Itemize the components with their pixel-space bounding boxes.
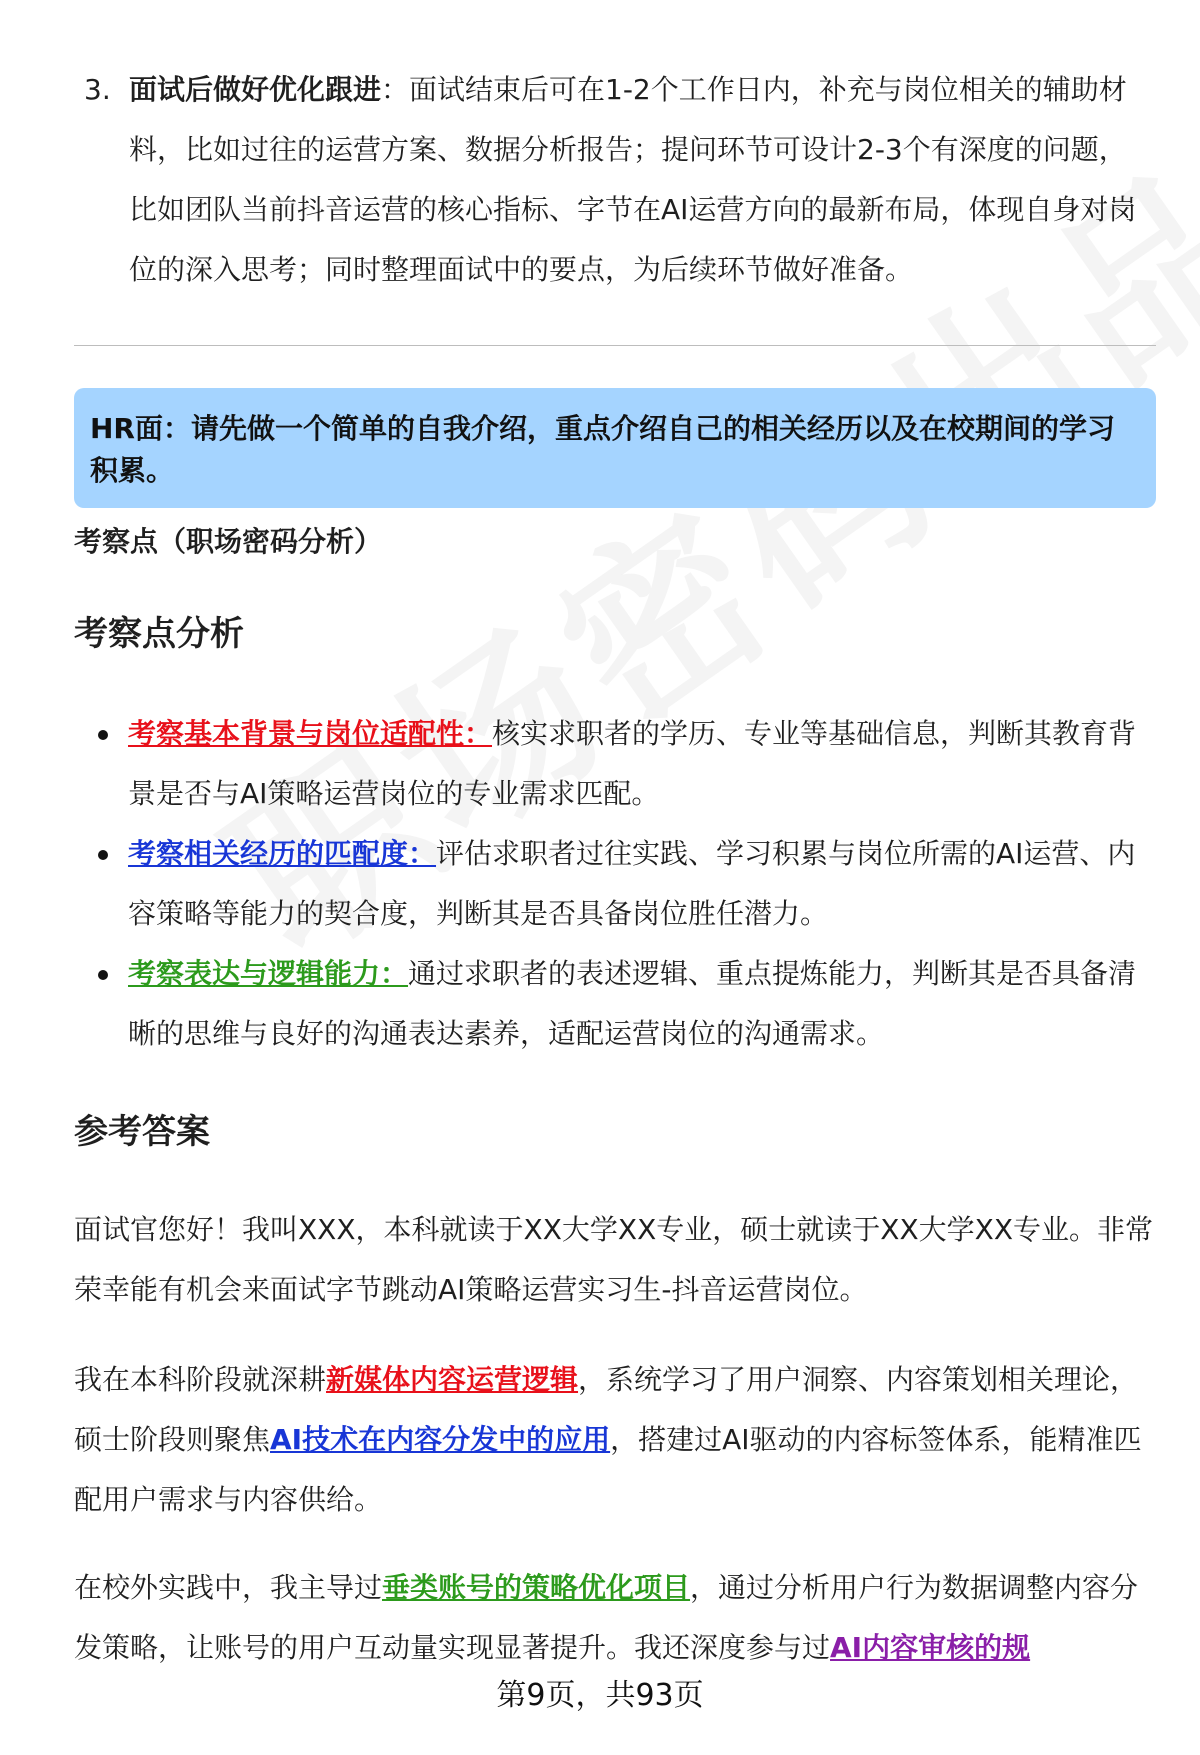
list-number: 3. (84, 73, 111, 106)
list-item-text: 通过求职者的表述逻辑、重点提炼能力，判断其是否具备清晰的思维与良好的沟通表达素养，适配运营岗位的沟通需求。 (128, 957, 1137, 1050)
highlight-text: 新媒体内容运营逻辑 (326, 1363, 579, 1396)
list-item-3 (84, 60, 1154, 300)
analysis-list (74, 704, 1154, 1064)
bullet-icon (98, 970, 108, 980)
highlight-text: 垂类账号的策略优化项目 (382, 1571, 691, 1604)
text-run: ，系统学习了用户洞察、内容策划相关理论，硕士阶段则聚焦 (74, 1363, 1139, 1456)
page-number: 第9页，共93页 (496, 1678, 704, 1713)
list-item (74, 944, 1154, 1064)
list-item-title: 面试后做好优化跟进 (129, 73, 382, 106)
text-run: 我在本科阶段就深耕 (74, 1363, 327, 1396)
section-label: 考察点（职场密码分析） (74, 525, 383, 558)
highlight-text: AI技术在内容分发中的应用 (270, 1423, 611, 1456)
answer-paragraph: 面试官您好！我叫XXX，本科就读于XX大学XX专业，硕士就读于XX大学XX专业。非常荣幸能有机会来面试字节跳动AI策略运营实习生-抖音运营岗位。 (74, 1213, 1154, 1306)
text-run: 在校外实践中，我主导过 (74, 1571, 383, 1604)
list-item (74, 704, 1154, 824)
answer-paragraph (74, 1350, 1156, 1530)
bullet-icon (98, 850, 108, 860)
answer-paragraph (74, 1558, 1156, 1678)
text-run: ，搭建过AI驱动的内容标签体系，能精准匹配用户需求与内容供给。 (74, 1423, 1142, 1516)
question-callout (74, 388, 1156, 508)
bullet-icon (98, 730, 108, 740)
horizontal-divider (74, 345, 1156, 346)
analysis-heading: 考察点分析 (74, 614, 244, 654)
highlight-text: AI内容审核的规 (830, 1631, 1031, 1664)
highlight-label: 考察基本背景与岗位适配性： (128, 717, 493, 750)
question-text: HR面：请先做一个简单的自我介绍，重点介绍自己的相关经历以及在校期间的学习积累。 (90, 412, 1115, 487)
list-item-text: 核实求职者的学历、专业等基础信息，判断其教育背景是否与AI策略运营岗位的专业需求匹配。 (128, 717, 1137, 810)
list-item-text: ：面试结束后可在1-2个工作日内，补充与岗位相关的辅助材料，比如过往的运营方案、数据分析报告；提问环节可设计2-3个有深度的问题，比如团队当前抖音运营的核心指标、字节在AI运营方向的最新布局，体现自身对岗位的深入思考；同时整理面试中的要点，为后续环节做好准备。 (129, 73, 1137, 286)
highlight-label: 考察相关经历的匹配度： (128, 837, 437, 870)
list-item-body (129, 60, 1154, 300)
list-item-text: 评估求职者过往实践、学习积累与岗位所需的AI运营、内容策略等能力的契合度，判断其是否具备岗位胜任潜力。 (128, 837, 1136, 930)
list-item (74, 824, 1154, 944)
highlight-label: 考察表达与逻辑能力： (128, 957, 409, 990)
text-run: ，通过分析用户行为数据调整内容分发策略，让账号的用户互动量实现显著提升。我还深度参与过 (74, 1571, 1139, 1664)
answer-heading: 参考答案 (74, 1112, 210, 1152)
